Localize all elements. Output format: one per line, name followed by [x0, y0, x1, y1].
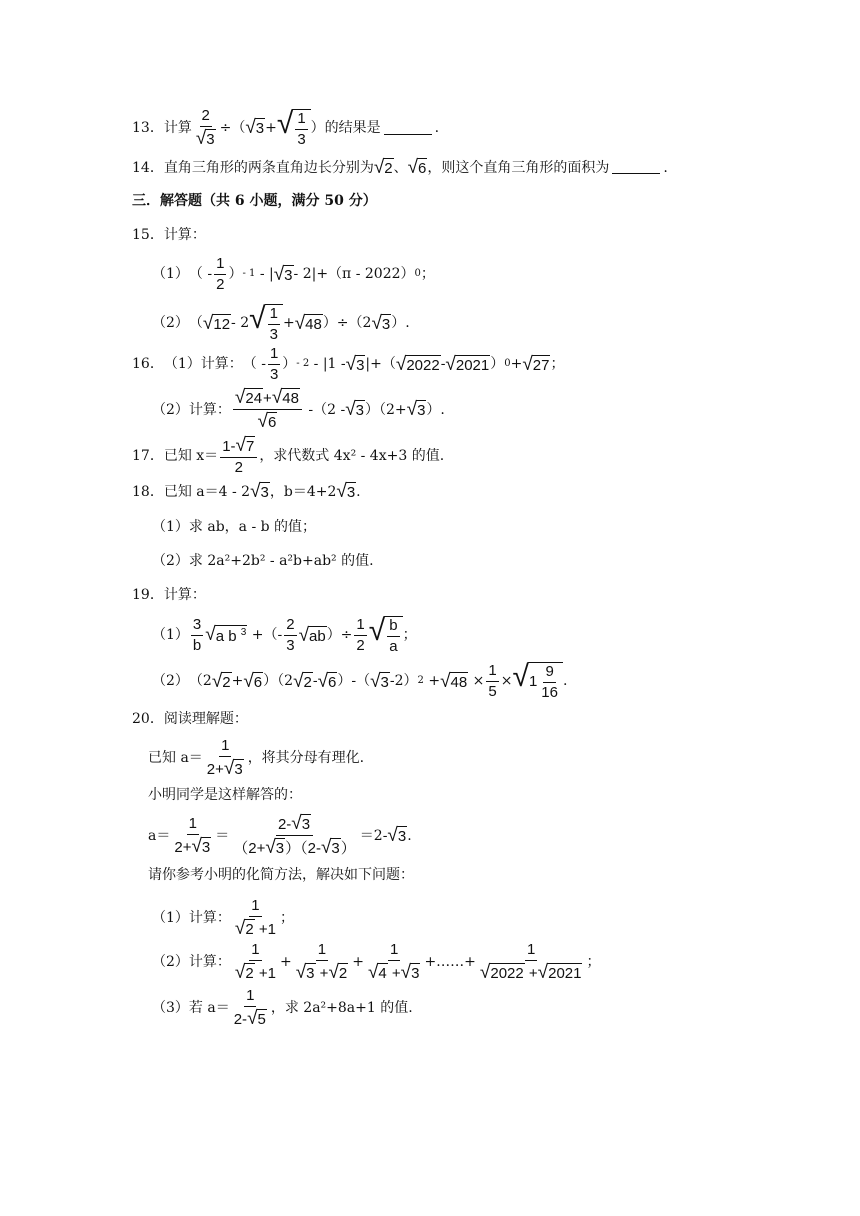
question-15-part-1: （1） （ - $\frac{1}{2}$ ） - 1 - | √ 3 - 2|+（π - 2022） 0 ；	[152, 255, 435, 293]
radical: √ 6	[407, 157, 427, 178]
question-text: 阅读理解题：	[163, 711, 248, 727]
question-16-part-1: 16． （1）计算： （ - $\frac{1}{3}$ ） - 2 - |1 - √ 3 |+（ √ 2022 - √ 2021 ） 0 + √ 27 ；	[132, 345, 565, 383]
answer-blank[interactable]	[612, 161, 660, 174]
question-number: 18．	[132, 483, 164, 500]
period: .	[434, 120, 440, 136]
question-17: 17． 已知 x＝ 1- √ 7 2 ，求代数式 4x² - 4x+3 的值.	[132, 435, 445, 477]
question-14	[132, 158, 668, 177]
question-20	[132, 712, 248, 726]
question-text: ，求代数式 4x² - 4x+3 的值.	[259, 448, 445, 464]
part-label: （2）计算：	[152, 401, 231, 418]
question-20-ask: 请你参考小明的化简方法，解决如下问题：	[148, 867, 414, 883]
radical: √ 2	[373, 157, 393, 178]
radical: √ 3	[245, 117, 265, 139]
question-text: 、	[393, 159, 408, 176]
question-text: ，b＝4+2	[269, 483, 337, 500]
question-number: 20．	[132, 711, 164, 727]
fraction: 2 √ 3	[195, 107, 215, 149]
section-heading: 三．解答题（共 6 小题，满分 50 分）	[132, 193, 377, 209]
radical: √ $\frac{1}{3}$	[277, 109, 311, 148]
question-18-part-2: （2）求 2a²+2b² - a²b+ab² 的值.	[152, 553, 374, 569]
question-text: ，将其分母有理化.	[247, 750, 365, 766]
question-text: 计算：	[163, 587, 206, 603]
question-text: ÷（	[219, 120, 246, 136]
question-15	[132, 228, 206, 242]
question-19-part-2: （2） （2 √ 2 + √ 6 ）（2 √ 2 - √ 6 ）-（ √ 3 -2） 2 + √ 48 × $\frac{1}{5}$ × √ 1 $\frac{9}{16}$ .	[152, 660, 568, 701]
question-text: ，则这个直角三角形的面积为	[427, 159, 610, 176]
question-19	[132, 588, 206, 602]
question-text: 计算	[163, 120, 192, 136]
question-text: 已知 a＝	[148, 750, 203, 766]
answer-blank[interactable]	[384, 122, 432, 135]
question-number: 14．	[132, 159, 164, 176]
question-text: 直角三角形的两条直角边长分别为	[163, 159, 374, 176]
question-number: 13．	[132, 120, 164, 136]
question-text: （3）若 a＝	[152, 1000, 230, 1016]
question-15-part-2: （2） （ √ 12 - 2 √ $\frac{1}{3}$ + √ 48 ）÷（2 √ 3 ）.	[152, 302, 410, 343]
question-18-part-1: （1）求 ab，a - b 的值；	[152, 519, 317, 535]
period: .	[356, 483, 361, 500]
question-text: 计算：	[163, 227, 206, 243]
question-20-xiaoming: 小明同学是这样解答的：	[148, 787, 302, 803]
question-19-part-1: （1） $\frac{3}{b}$ √ a b $^3$ +（- $\frac{2}{3}$ √ ab ）÷ $\frac{1}{2}$ √ $\frac{b}{a}$ ；	[152, 614, 417, 655]
part-label: （1）计算：	[152, 910, 231, 926]
question-20-part-2: （2）计算： 1 √ 2 +1 + 1 √ 3 + √ 2 + 1 √ 4 + √ 3 +……+ 1 √ 2022 + √ 2021 ；	[152, 941, 601, 983]
question-text: 已知 a＝4 - 2	[163, 483, 251, 500]
part-label: （1）	[152, 627, 189, 644]
question-number: 16．	[132, 356, 164, 373]
question-text: ，求 2a²+8a+1 的值.	[270, 1000, 413, 1016]
question-16-part-2: （2）计算： √ 24 + √ 48 √ 6 -（2 - √ 3 ）（2+ √ 3 ）.	[152, 387, 445, 433]
part-label: （1）	[152, 266, 189, 283]
question-20-part-3: （3）若 a＝ 1 2- √ 5 ，求 2a²+8a+1 的值.	[152, 987, 413, 1029]
period: .	[663, 159, 668, 176]
question-20-given: 已知 a＝ 1 2+ √ 3 ，将其分母有理化.	[148, 737, 365, 779]
question-text: ）的结果是	[310, 120, 381, 136]
part-label: （2）	[152, 315, 189, 332]
question-number: 15．	[132, 227, 164, 243]
question-20-part-1: （1）计算： 1 √ 2 +1 ；	[152, 897, 294, 939]
question-number: 17．	[132, 448, 164, 464]
part-label: （2）计算：	[152, 954, 231, 970]
part-label: （2）	[152, 673, 189, 690]
question-18: 18． 已知 a＝4 - 2 √ 3 ，b＝4+2 √ 3 .	[132, 481, 361, 502]
question-20-example-solution: a＝ 1 2+ √ 3 ＝ 2- √ 3 （2+ √ 3 ）（2- √ 3 ） ＝2- √ 3 .	[148, 813, 412, 859]
question-number: 19．	[132, 587, 164, 603]
question-13: 13． 计算 2 √ 3 ÷（ √ 3 + √ $\frac{1}{3}$ ）的结果是 .	[132, 106, 440, 149]
part-label: （1）计算：	[163, 356, 243, 373]
question-text: 已知 x＝	[163, 448, 219, 464]
